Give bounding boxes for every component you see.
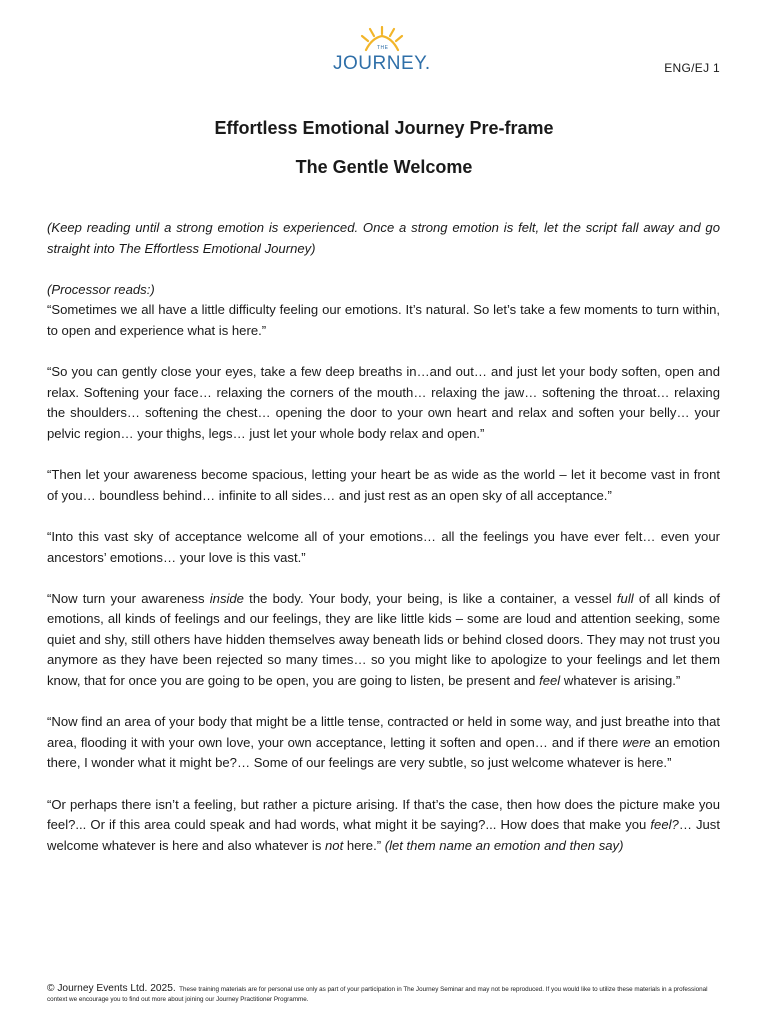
instruction-paragraph: (Keep reading until a strong emotion is experienced. Once a strong emotion is felt, let the script fall away and go straight into The Effortless Emotional Journey) bbox=[47, 220, 720, 256]
paragraph-3: “Then let your awareness become spacious, letting your heart be as wide as the world – let it become vast in front of you… boundless behind… infinite to all sides… and just rest as an open sky of all acceptance.” bbox=[47, 467, 720, 503]
document-code: ENG/EJ 1 bbox=[664, 61, 720, 75]
usage-notice: These training materials are for personal use only as part of your participation in The Journey Seminar and may not be reproduced. If you would like to utilize these materials in a professional context we encourage you to find out more about joining our Journey Practitioner Programme. bbox=[47, 986, 708, 1003]
journey-logo bbox=[330, 26, 440, 78]
script-body bbox=[47, 218, 720, 877]
paragraph-6: “Now find an area of your body that might be a little tense, contracted or held in some way, and just breathe into that area, flooding it with your own love, your own acceptance, letting it soften and open… and if there were an emotion there, I wonder what it might be?… Some of our feelings are very subtle, so just welcome whatever is here.” bbox=[47, 714, 720, 771]
logo-the-text: THE bbox=[377, 45, 389, 51]
sun-icon bbox=[330, 26, 440, 56]
paragraph-5: “Now turn your awareness inside the body. Your body, your being, is like a container, a vessel full of all kinds of emotions, all kinds of feelings and our feelings, they are like little kids – some are loud and attention seeking, some quiet and shy, still others have hidden themselves away beneath lids or behind closed doors. They may not trust you anymore as they have been rejected so many times… so you might like to apologize to your feelings and let them know, that for once you are going to be open, you are going to listen, be present and feel whatever is arising.” bbox=[47, 590, 721, 689]
footer bbox=[47, 984, 727, 1005]
processor-label: (Processor reads:) bbox=[47, 281, 155, 297]
paragraph-1: “Sometimes we all have a little difficulty feeling our emotions. It’s natural. So let’s take a few moments to turn within, to open and experience what is here.” bbox=[47, 302, 720, 338]
paragraph-4: “Into this vast sky of acceptance welcome all of your emotions… all the feelings you have ever felt… even your ancestors’ emotions… your love is this vast.” bbox=[47, 528, 720, 565]
logo-wordmark: JOURNEY. bbox=[333, 53, 431, 74]
copyright-text: © Journey Events Ltd. 2025. bbox=[47, 983, 176, 994]
document-title: Effortless Emotional Journey Pre-frame bbox=[214, 118, 554, 138]
paragraph-2: “So you can gently close your eyes, take a few deep breaths in…and out… and just let your body soften, open and relax. Softening your face… relaxing the corners of the mouth… relaxing the jaw… softening the throat… relaxing the shoulders… softening the chest… opening the door to your own heart and relax and soften your belly… your pelvic region… your thighs, legs… just let your whole body relax and open.” bbox=[47, 364, 720, 441]
document-subtitle: The Gentle Welcome bbox=[295, 157, 473, 177]
paragraph-7: “Or perhaps there isn’t a feeling, but rather a picture arising. If that’s the case, then how does the picture make you feel?... Or if this area could speak and had words, what might it be saying?... How does that make you feel?… Just welcome whatever is here and also whatever is not here.” (let them name an emotion and then say) bbox=[47, 796, 720, 853]
